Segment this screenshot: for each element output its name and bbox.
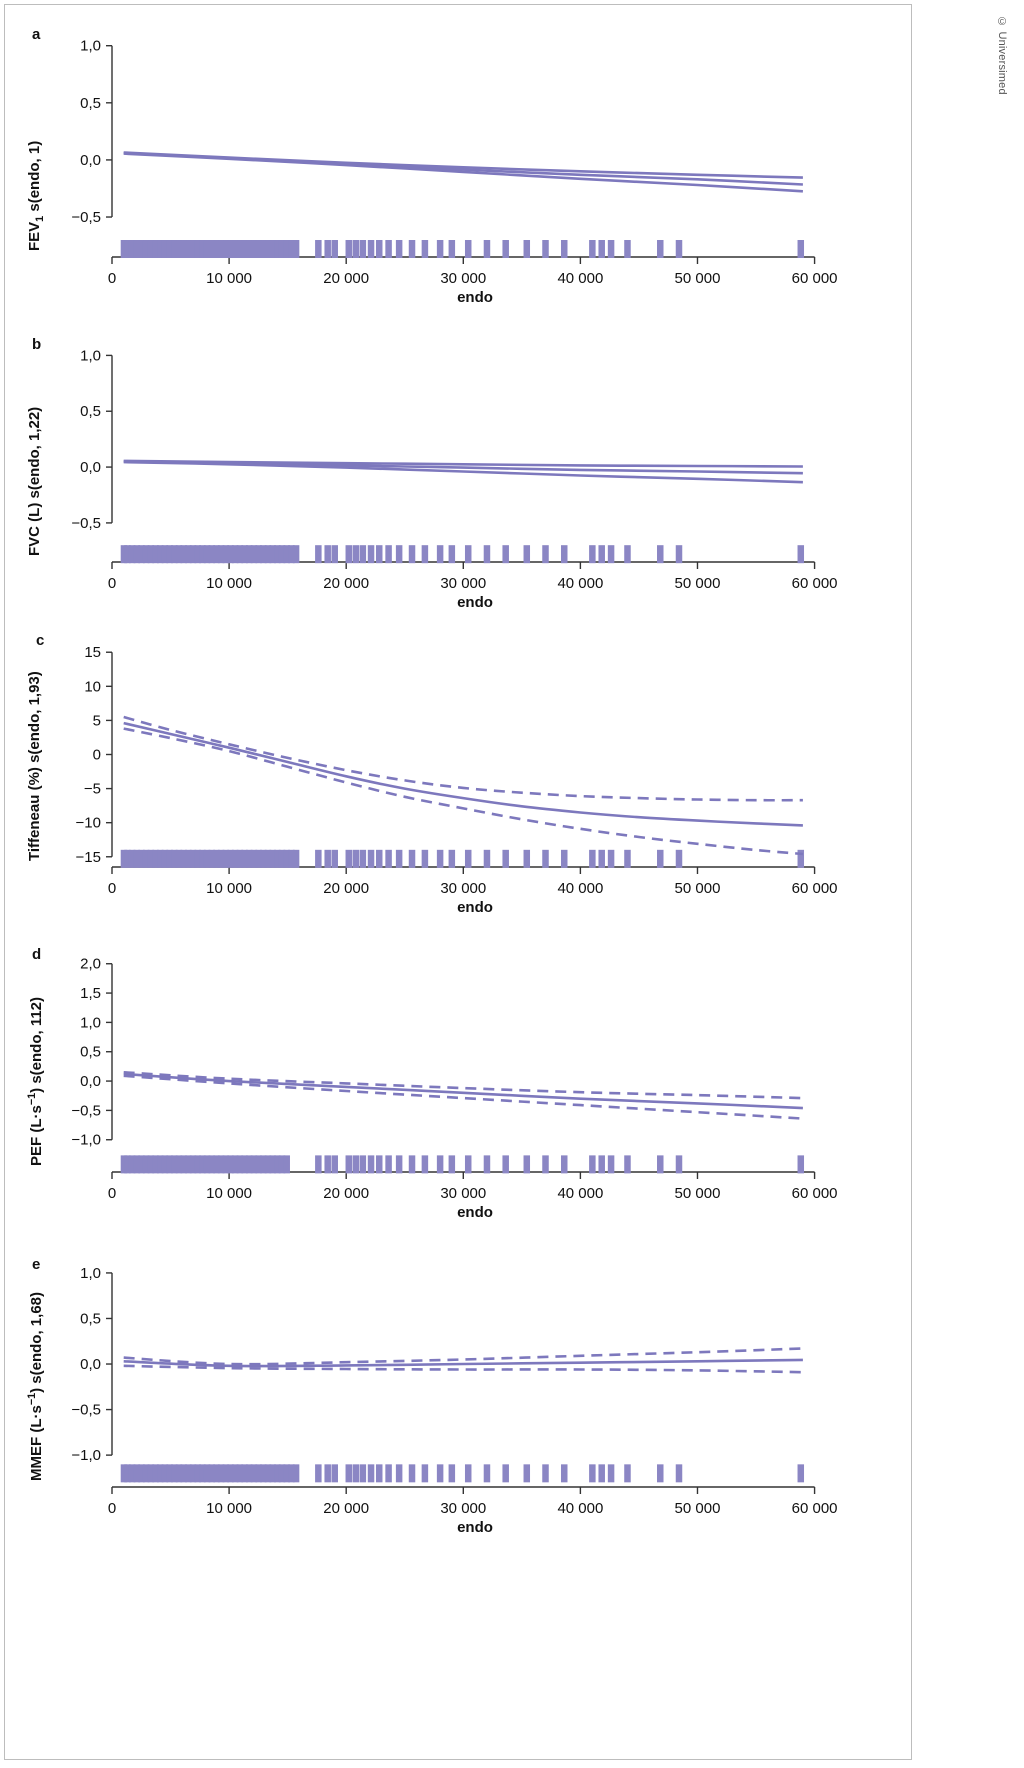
panel-letter-e: e: [32, 1256, 41, 1273]
plot-area-c: [0, 620, 908, 925]
x-axis-label-c: endo: [457, 899, 493, 916]
svg-text:0,5: 0,5: [80, 403, 101, 421]
x-axis-label-a: endo: [457, 289, 493, 306]
svg-text:60 000: 60 000: [791, 1500, 838, 1517]
svg-text:50 000: 50 000: [674, 880, 721, 897]
svg-text:0,0: 0,0: [80, 1356, 101, 1374]
svg-text:40 000: 40 000: [557, 270, 604, 287]
svg-text:−10: −10: [75, 814, 101, 832]
svg-text:0,0: 0,0: [80, 459, 101, 477]
x-axis-label-e: endo: [457, 1519, 493, 1536]
svg-text:0,5: 0,5: [80, 94, 101, 112]
svg-text:40 000: 40 000: [557, 1500, 604, 1517]
y-axis-label-b: FVC (L) s(endo, 1,22): [26, 406, 43, 556]
svg-text:2,0: 2,0: [80, 955, 101, 973]
svg-text:0: 0: [107, 270, 117, 287]
svg-text:1,0: 1,0: [80, 347, 101, 365]
svg-text:0,5: 0,5: [80, 1310, 101, 1328]
svg-text:30 000: 30 000: [440, 1185, 487, 1202]
svg-text:1,5: 1,5: [80, 985, 101, 1003]
svg-text:40 000: 40 000: [557, 1185, 604, 1202]
svg-text:0: 0: [107, 1500, 117, 1517]
svg-text:−0,5: −0,5: [71, 514, 101, 532]
chart-panel-a: [0, 10, 908, 315]
svg-text:50 000: 50 000: [674, 1500, 721, 1517]
svg-text:10 000: 10 000: [206, 1500, 253, 1517]
svg-text:20 000: 20 000: [323, 1500, 370, 1517]
svg-text:−1,0: −1,0: [71, 1447, 101, 1465]
svg-text:0,0: 0,0: [80, 1073, 101, 1091]
svg-text:−5: −5: [83, 780, 101, 798]
panel-letter-b: b: [32, 336, 42, 353]
chart-panel-d: [0, 930, 908, 1230]
svg-text:60 000: 60 000: [791, 1185, 838, 1202]
svg-text:5: 5: [92, 712, 101, 730]
panel-letter-c: c: [36, 632, 45, 649]
svg-text:0,0: 0,0: [80, 151, 101, 169]
svg-text:0,5: 0,5: [80, 1043, 101, 1061]
svg-text:50 000: 50 000: [674, 575, 721, 592]
y-axis-label-c: Tiffeneau (%) s(endo, 1,93): [26, 671, 43, 861]
copyright-notice: © Universimed: [996, 16, 1008, 95]
svg-text:−0,5: −0,5: [71, 209, 101, 227]
svg-text:0: 0: [107, 575, 117, 592]
svg-text:−1,0: −1,0: [71, 1131, 101, 1149]
svg-text:50 000: 50 000: [674, 270, 721, 287]
svg-text:30 000: 30 000: [440, 575, 487, 592]
chart-panel-e: [0, 1240, 908, 1545]
chart-panel-c: [0, 620, 908, 925]
svg-text:30 000: 30 000: [440, 270, 487, 287]
svg-text:10 000: 10 000: [206, 1185, 253, 1202]
y-axis-label-e: MMEF $(L\cdot s^{-1})$ s(endo, 1,68): [26, 1292, 45, 1481]
svg-text:10 000: 10 000: [206, 880, 253, 897]
svg-text:40 000: 40 000: [557, 575, 604, 592]
svg-text:0: 0: [92, 746, 101, 764]
svg-text:−0,5: −0,5: [71, 1102, 101, 1120]
svg-text:20 000: 20 000: [323, 1185, 370, 1202]
svg-text:1,0: 1,0: [80, 37, 101, 55]
panel-letter-d: d: [32, 946, 42, 963]
svg-text:30 000: 30 000: [440, 880, 487, 897]
x-axis-label-b: endo: [457, 594, 493, 611]
svg-text:20 000: 20 000: [323, 880, 370, 897]
svg-text:20 000: 20 000: [323, 575, 370, 592]
y-axis-label-d: PEF $(L\cdot s^{-1})$ s(endo, 112): [26, 996, 45, 1166]
svg-text:−0,5: −0,5: [71, 1401, 101, 1419]
svg-text:0: 0: [107, 880, 117, 897]
plot-area-a: [0, 10, 908, 315]
svg-text:10 000: 10 000: [206, 270, 253, 287]
svg-text:10 000: 10 000: [206, 575, 253, 592]
svg-text:60 000: 60 000: [791, 880, 838, 897]
plot-area-e: [0, 1240, 908, 1545]
svg-text:15: 15: [84, 644, 101, 662]
chart-panel-b: [0, 320, 908, 620]
svg-text:0: 0: [107, 1185, 117, 1202]
svg-text:60 000: 60 000: [791, 575, 838, 592]
plot-area-b: [0, 320, 908, 620]
svg-text:1,0: 1,0: [80, 1014, 101, 1032]
panel-letter-a: a: [32, 26, 41, 43]
svg-text:50 000: 50 000: [674, 1185, 721, 1202]
plot-area-d: [0, 930, 908, 1230]
svg-text:30 000: 30 000: [440, 1500, 487, 1517]
svg-text:−15: −15: [75, 848, 101, 866]
svg-text:10: 10: [84, 678, 101, 696]
svg-text:20 000: 20 000: [323, 270, 370, 287]
svg-text:60 000: 60 000: [791, 270, 838, 287]
x-axis-label-d: endo: [457, 1204, 493, 1221]
y-axis-label-a: $FEV_1$ s(endo, 1): [26, 140, 46, 251]
svg-text:1,0: 1,0: [80, 1264, 101, 1282]
svg-text:40 000: 40 000: [557, 880, 604, 897]
